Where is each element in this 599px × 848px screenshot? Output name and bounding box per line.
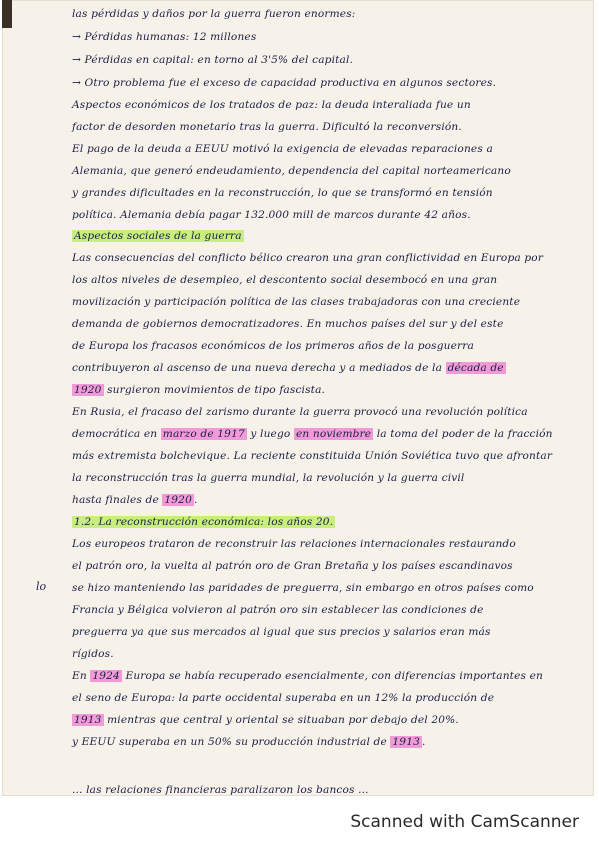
note-line	[72, 428, 553, 440]
pink-highlight: 1913	[74, 714, 102, 726]
note-line	[72, 736, 426, 748]
note-line: Aspectos económicos de los tratados de paz: la deuda interaliada fue un	[72, 99, 471, 111]
note-line: ... las relaciones financieras paralizaron los bancos ...	[72, 784, 369, 796]
binder-clip-mark	[2, 0, 12, 28]
line-segment: y luego	[246, 428, 294, 440]
note-line: el seno de Europa: la parte occidental superaba en un 12% la producción de	[72, 692, 495, 704]
note-line	[72, 362, 506, 374]
note-line: las pérdidas y daños por la guerra fueron enormes:	[72, 8, 356, 20]
line-segment: la toma del poder de la fracción	[373, 428, 553, 440]
line-segment: En	[72, 670, 91, 682]
note-line: preguerra ya que sus mercados al igual que sus precios y salarios eran más	[72, 626, 491, 638]
note-line: En Rusia, el fracaso del zarismo durante la guerra provocó una revolución política	[72, 406, 528, 418]
note-line	[72, 714, 459, 726]
note-line: → Pérdidas humanas: 12 millones	[72, 31, 257, 43]
pink-highlight: marzo de 1917	[162, 428, 245, 440]
line-segment: mientras que central y oriental se situaban por debajo del 20%.	[103, 714, 459, 726]
pink-highlight: 1920	[74, 384, 102, 396]
pink-highlight: 1920	[164, 494, 192, 506]
line-segment: .	[193, 494, 198, 506]
note-line: de Europa los fracasos económicos de los primeros años de la posguerra	[72, 340, 474, 352]
note-line	[72, 670, 543, 682]
note-line: Los europeos trataron de reconstruir las relaciones internacionales restaurando	[72, 538, 516, 550]
pink-highlight: 1924	[92, 670, 120, 682]
watermark-label: Scanned with CamScanner	[350, 812, 579, 832]
note-line: se hizo manteniendo las paridades de preguerra, sin embargo en otros países como	[72, 582, 534, 594]
line-segment: .	[421, 736, 426, 748]
note-line: la reconstrucción tras la guerra mundial, la revolución y la guerra civil	[72, 472, 465, 484]
pink-highlight: 1913	[392, 736, 420, 748]
note-line: → Pérdidas en capital: en torno al 3'5% del capital.	[72, 54, 354, 66]
margin-note: lo	[36, 580, 47, 593]
note-line: movilización y participación política de las clases trabajadoras con una creciente	[72, 296, 521, 308]
note-line: el patrón oro, la vuelta al patrón oro de Gran Bretaña y los países escandinavos	[72, 560, 513, 572]
pink-highlight: en noviembre	[295, 428, 372, 440]
note-line: Francia y Bélgica volvieron al patrón oro sin establecer las condiciones de	[72, 604, 484, 616]
line-segment: contribuyeron al ascenso de una nueva derecha y a mediados de la	[72, 362, 446, 374]
note-line	[72, 516, 335, 528]
line-segment: surgieron movimientos de tipo fascista.	[103, 384, 326, 396]
note-line: Alemania, que generó endeudamiento, dependencia del capital norteamericano	[72, 165, 511, 177]
green-highlight: Aspectos sociales de la guerra	[74, 230, 242, 242]
note-line: y grandes dificultades en la reconstrucción, lo que se transformó en tensión	[72, 187, 493, 199]
line-segment: hasta finales de	[72, 494, 163, 506]
green-highlight: 1.2. La reconstrucción económica: los años 20.	[74, 516, 334, 528]
note-line	[72, 494, 198, 506]
line-segment: democrática en	[72, 428, 161, 440]
note-line	[72, 230, 244, 242]
note-line: → Otro problema fue el exceso de capacidad productiva en algunos sectores.	[72, 77, 497, 89]
scanned-page	[2, 0, 594, 796]
line-segment: Europa se había recuperado esencialmente, con diferencias importantes en	[121, 670, 543, 682]
camscanner-watermark	[0, 812, 599, 832]
note-line: factor de desorden monetario tras la guerra. Dificultó la reconversión.	[72, 121, 462, 133]
note-line: Las consecuencias del conflicto bélico crearon una gran conflictividad en Europa por	[72, 252, 544, 264]
note-line: rígidos.	[72, 648, 114, 660]
note-line: demanda de gobiernos democratizadores. En muchos países del sur y del este	[72, 318, 504, 330]
note-line	[72, 384, 325, 396]
note-line: los altos niveles de desempleo, el descontento social desembocó en una gran	[72, 274, 498, 286]
line-segment: y EEUU superaba en un 50% su producción industrial de	[72, 736, 391, 748]
note-line: El pago de la deuda a EEUU motivó la exigencia de elevadas reparaciones a	[72, 143, 493, 155]
note-line: más extremista bolchevique. La reciente constituida Unión Soviética tuvo que afrontar	[72, 450, 553, 462]
pink-highlight: década de	[447, 362, 504, 374]
note-line: política. Alemania debía pagar 132.000 mill de marcos durante 42 años.	[72, 209, 471, 221]
